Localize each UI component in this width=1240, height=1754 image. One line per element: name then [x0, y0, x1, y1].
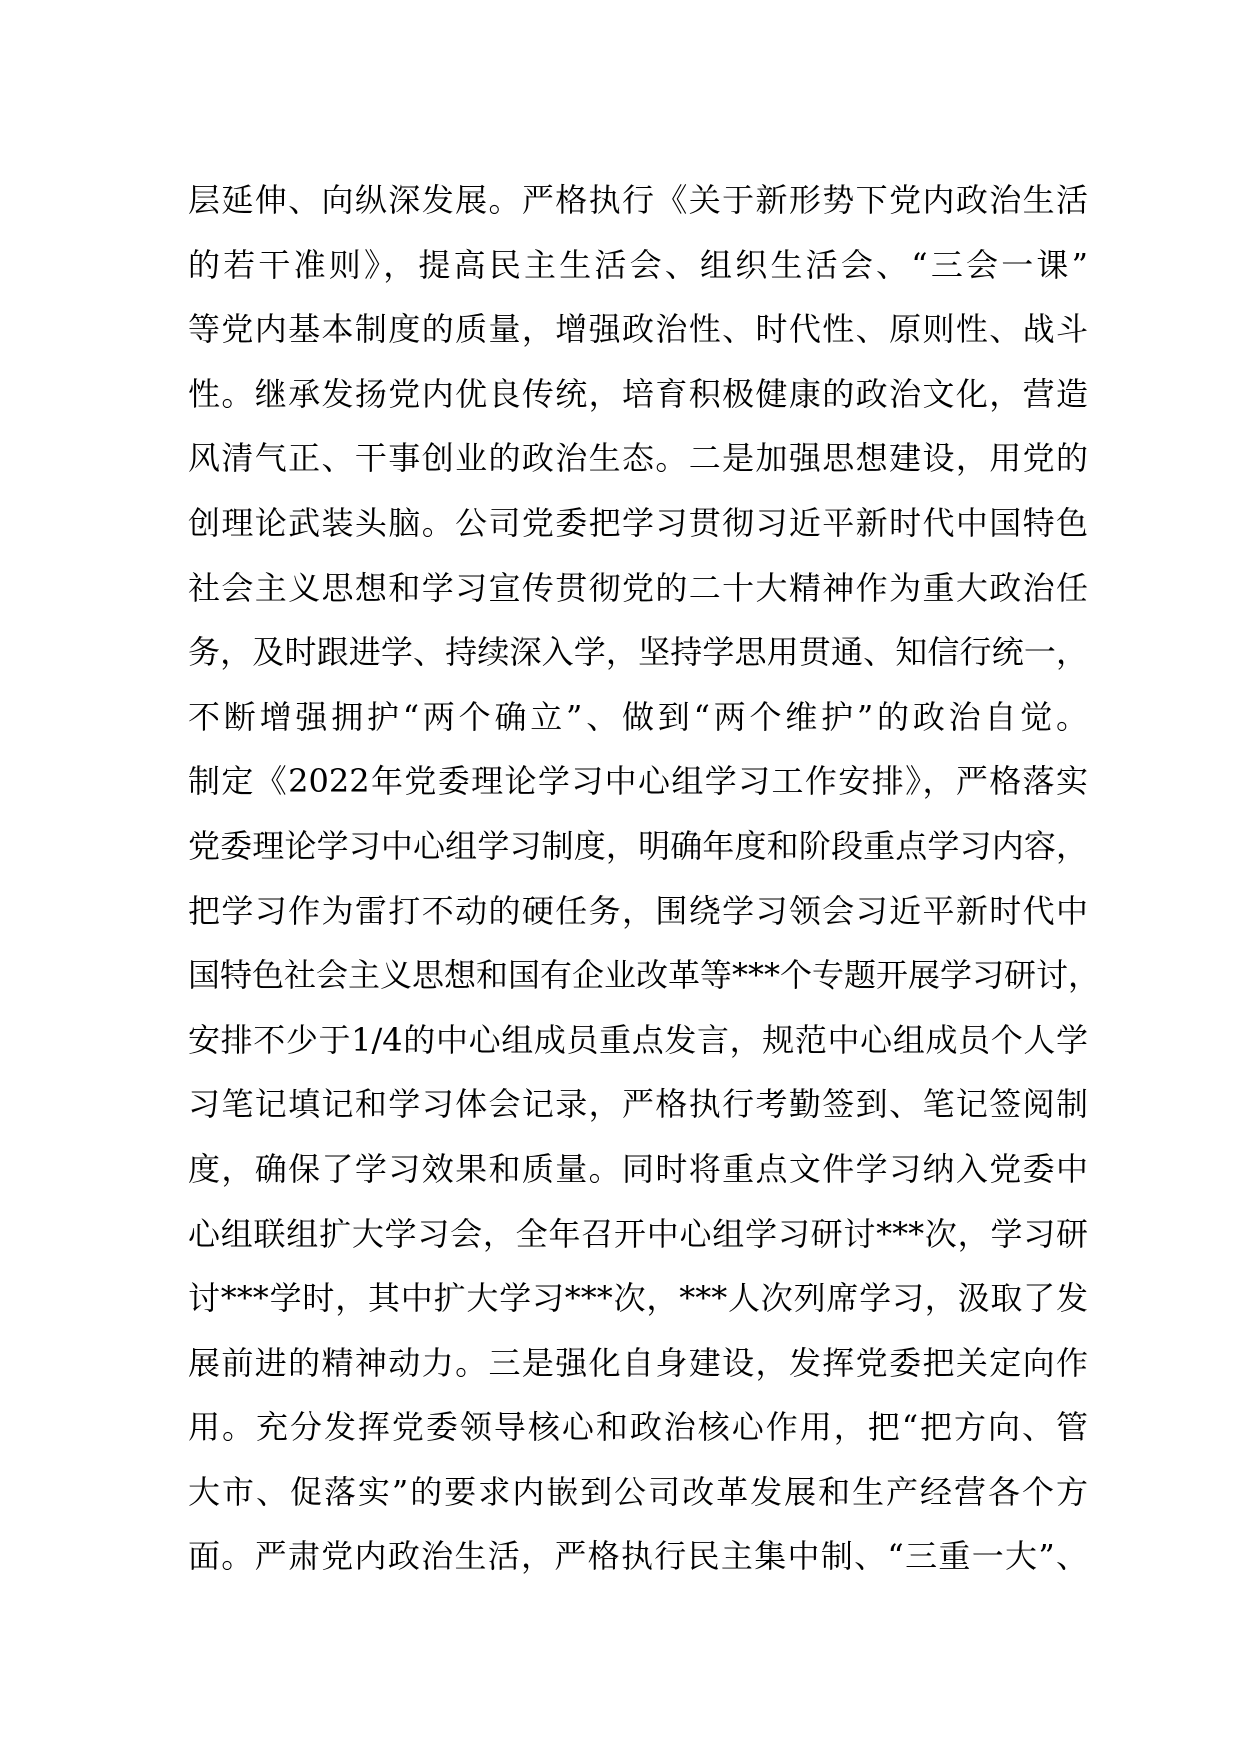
text-line: 党委理论学习中心组学习制度，明确年度和阶段重点学习内容，: [188, 826, 1088, 865]
text-line: 不断增强拥护“两个确立”、做到“两个维护”的政治自觉。: [188, 697, 1088, 736]
text-line: 用。充分发挥党委领导核心和政治核心作用，把“把方向、管: [188, 1408, 1088, 1447]
text-line: 把学习作为雷打不动的硬任务，围绕学习领会习近平新时代中: [188, 891, 1088, 930]
text-line: 面。严肃党内政治生活，严格执行民主集中制、“三重一大”、: [188, 1537, 1088, 1576]
text-line: 务，及时跟进学、持续深入学，坚持学思用贯通、知信行统一，: [188, 633, 1088, 672]
text-line: 大市、促落实”的要求内嵌到公司改革发展和生产经营各个方: [188, 1472, 1088, 1511]
text-line: 社会主义思想和学习宣传贯彻党的二十大精神作为重大政治任: [188, 568, 1088, 607]
text-line: 制定《2022年党委理论学习中心组学习工作安排》，严格落实: [188, 762, 1088, 801]
text-line: 度，确保了学习效果和质量。同时将重点文件学习纳入党委中: [188, 1149, 1088, 1188]
text-line: 心组联组扩大学习会，全年召开中心组学习研讨***次，学习研: [188, 1214, 1088, 1253]
text-line: 习笔记填记和学习体会记录，严格执行考勤签到、笔记签阅制: [188, 1085, 1088, 1124]
text-line: 等党内基本制度的质量，增强政治性、时代性、原则性、战斗: [188, 310, 1088, 349]
text-line: 讨***学时，其中扩大学习***次，***人次列席学习，汲取了发: [188, 1279, 1088, 1318]
text-line: 展前进的精神动力。三是强化自身建设，发挥党委把关定向作: [188, 1343, 1088, 1382]
text-line: 安排不少于1/4的中心组成员重点发言，规范中心组成员个人学: [188, 1020, 1088, 1059]
text-line: 风清气正、干事创业的政治生态。二是加强思想建设，用党的: [188, 439, 1088, 478]
text-line: 的若干准则》，提高民主生活会、组织生活会、“三会一课”: [188, 245, 1088, 284]
text-line: 层延伸、向纵深发展。严格执行《关于新形势下党内政治生活: [188, 181, 1088, 219]
text-line: 国特色社会主义思想和国有企业改革等***个专题开展学习研讨，: [188, 956, 1101, 995]
text-line: 性。继承发扬党内优良传统，培育积极健康的政治文化，营造: [188, 374, 1088, 413]
body-text: [188, 168, 1101, 1589]
text-line: 创理论武装头脑。公司党委把学习贯彻习近平新时代中国特色: [188, 503, 1088, 542]
